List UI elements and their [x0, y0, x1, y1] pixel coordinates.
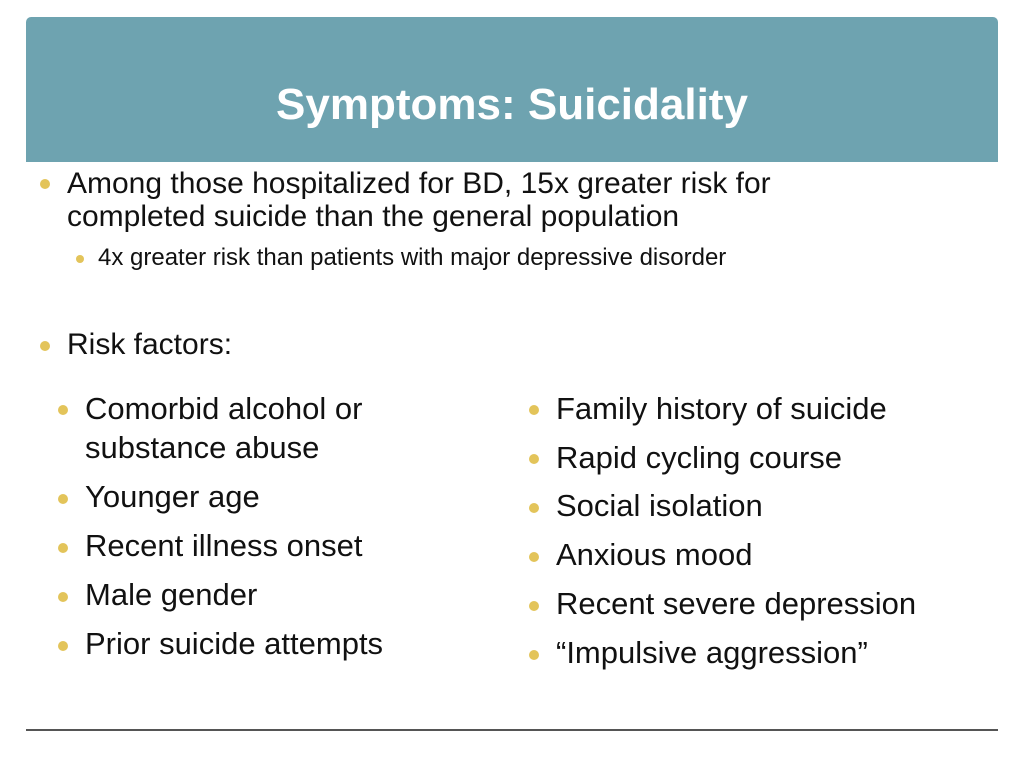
bullet-icon: [529, 552, 539, 562]
bullet-icon: [58, 592, 68, 602]
slide-title: Symptoms: Suicidality: [276, 80, 748, 129]
bullet-icon: [529, 650, 539, 660]
sub-bullet-icon: [76, 255, 84, 263]
right-item-4: Anxious mood: [556, 537, 753, 572]
right-item-1: Family history of suicide: [556, 391, 887, 426]
bullet-icon: [529, 454, 539, 464]
bullet-icon: [58, 494, 68, 504]
bullet-icon: [58, 405, 68, 415]
left-item-4: Male gender: [85, 577, 258, 612]
right-item-5: Recent severe depression: [556, 586, 917, 621]
left-item-1-line-2: substance abuse: [85, 430, 320, 465]
bullet-icon: [40, 179, 50, 189]
bullet-1-line-1: Among those hospitalized for BD, 15x greater risk for: [67, 167, 771, 200]
left-item-2: Younger age: [85, 479, 260, 514]
risk-factors-heading: Risk factors:: [67, 328, 233, 361]
right-item-3: Social isolation: [556, 488, 763, 523]
bullet-icon: [58, 543, 68, 553]
bullet-icon: [529, 601, 539, 611]
bullet-icon: [40, 341, 50, 351]
bullet-icon: [529, 405, 539, 415]
title-bar: [26, 17, 998, 162]
left-item-3: Recent illness onset: [85, 528, 363, 563]
bullet-1-line-2: completed suicide than the general population: [67, 200, 680, 233]
right-item-6: “Impulsive aggression”: [556, 635, 868, 670]
footer-divider: [26, 729, 998, 731]
bullet-icon: [58, 641, 68, 651]
sub-bullet-text: 4x greater risk than patients with major depressive disorder: [98, 244, 727, 271]
left-item-1-line-1: Comorbid alcohol or: [85, 391, 363, 426]
left-item-5: Prior suicide attempts: [85, 626, 384, 661]
bullet-icon: [529, 503, 539, 513]
right-item-2: Rapid cycling course: [556, 440, 843, 475]
